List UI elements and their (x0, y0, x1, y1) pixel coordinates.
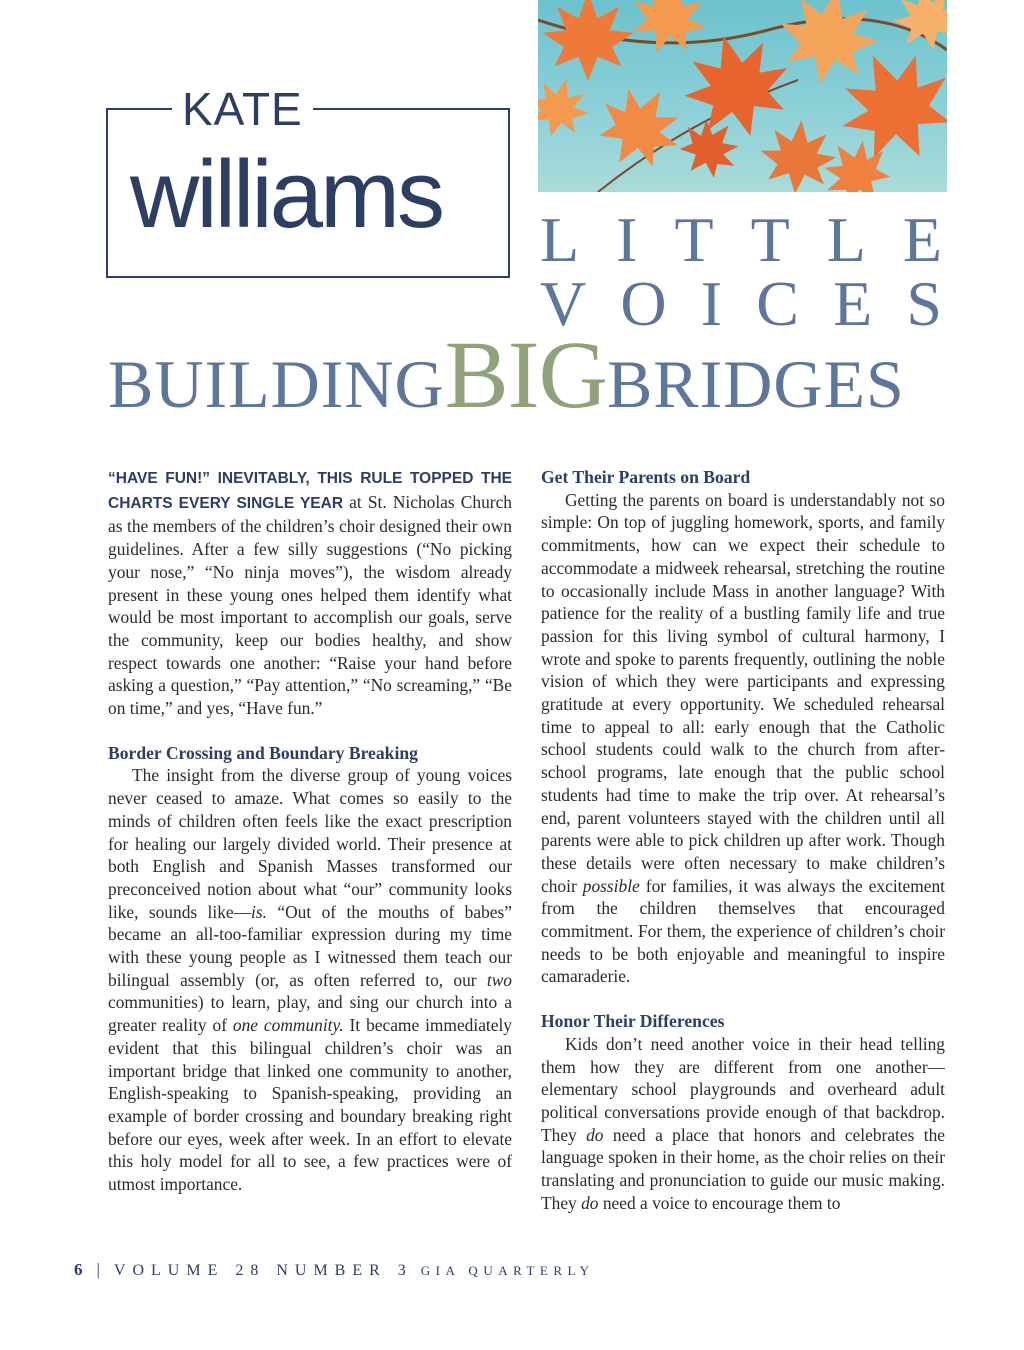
right-column (541, 466, 945, 1215)
body-text: It became immediately evident that this bilingual children’s choir was an important bridge that linked one community to another, English-speaking to Spanish-speaking, providing an example of border crossing and boundary breaking right before our eyes, week after week. In an effort to elevate this holy model for all to see, a few practices were of utmost importance. (108, 1015, 512, 1195)
body-text: The insight from the diverse group of young voices never ceased to amaze. What comes so easily to the minds of children often feels like the exact prescription for healing our largely divided world. Their presence at both English and Spanish Masses transformed our preconceived notion about what “our” community looks like, sounds like— (108, 765, 512, 922)
title-letter: S (906, 268, 942, 339)
volume-label: VOLUME 28 NUMBER 3 (113, 1262, 413, 1279)
intro-text: at St. Nicholas Church as the members of the children’s choir designed their own guidelines. After a few silly suggestions (“No picking your nose,” “No ninja moves”), the wisdom already present in these young ones helped them identify what would be most important to accomplish our goals, serve the community, keep our bodies healthy, and show respect towards one another: “Raise your hand before asking a question,” “Pay attention,” “No screaming,” “Be on time,” and yes, “Have fun.” (108, 491, 512, 719)
autumn-leaves-photo (538, 0, 947, 192)
page-footer (74, 1260, 595, 1280)
footer-separator: | (96, 1260, 100, 1279)
title-letter: L (540, 204, 580, 275)
body-text: “Out of the mouths of babes” became an all-too-familiar expression during my time with these young people as I witnessed them teach our bilingual assembly (or, as often referred to, our (108, 901, 512, 990)
body-paragraph (541, 1033, 945, 1215)
title-letter: E (902, 204, 942, 275)
emphasis: possible (582, 875, 640, 896)
section-heading: Border Crossing and Boundary Breaking (108, 742, 418, 763)
body-text: communities) to learn, play, and sing our church into a greater reality of (108, 992, 512, 1036)
emphasis: is. (251, 901, 267, 922)
title-letter: T (674, 204, 714, 275)
body-paragraph (541, 489, 945, 988)
subtitle-big: BIG (444, 321, 607, 428)
intro-paragraph (108, 466, 512, 720)
section-heading: Get Their Parents on Board (541, 467, 751, 487)
body-text: Getting the parents on board is understandably not so simple: On top of juggling homework, sports, and family commitments, how can we expect their schedule to accommodate a midweek rehearsal, stretching the routine to occasionally include Mass in another language? With patience for the reality of a bustling family life and true passion for this living symbol of cultural harmony, I wrote and spoke to parents frequently, outlining the noble vision of which they were participants and expressing gratitude at every opportunity. We scheduled rehearsal time to appeal to all: early enough that the Catholic school students could walk to the church from after-school programs, late enough that the public school students had time to make the trip over. At rehearsal’s end, parent volunteers stayed with the children until all parents were able to pick children up after work. Though these details were often necessary to make children’s choir (541, 489, 945, 896)
body-text: for families, it was always the excitement from the children themselves that encouraged commitment. For them, the experience of children’s choir needs to be both enjoyable and meaningful to inspire camaraderie. (541, 875, 945, 987)
body-text: need a place that honors and celebrates the language spoken in their home, as the choir relies on their translating and pronunciation to guide our music making. They (541, 1124, 945, 1213)
title-letter: V (540, 268, 587, 339)
author-first-name: KATE (172, 84, 313, 134)
page-number: 6 (74, 1260, 83, 1279)
title-letter: I (616, 204, 638, 275)
body-text: need a voice to encourage them to (598, 1192, 841, 1213)
title-letter: T (750, 204, 790, 275)
title-letter: O (620, 268, 667, 339)
emphasis: two (486, 969, 512, 990)
left-column (108, 466, 512, 1196)
subtitle (108, 321, 948, 453)
subtitle-building: BUILDING (108, 346, 445, 422)
body-text: Kids don’t need another voice in their head telling them how they are different from one another—elementary school playgrounds and overheard adult political conversations provide enough of that backdrop. They (541, 1033, 945, 1145)
title-letter: E (833, 268, 873, 339)
title-letter: C (756, 268, 799, 339)
body-paragraph (108, 764, 512, 1195)
section-heading: Honor Their Differences (541, 1011, 725, 1032)
subtitle-bridges: BRIDGES (606, 346, 905, 422)
emphasis: one community. (232, 1015, 344, 1036)
title-letter: I (700, 268, 723, 339)
publication-name: GIA QUARTERLY (420, 1263, 595, 1278)
title-line-1 (540, 204, 942, 275)
emphasis: do (581, 1192, 599, 1213)
lead-in: “HAVE FUN!” INEVITABLY, THIS RULE TOPPED THE CHARTS EVERY SINGLE YEAR (108, 470, 512, 512)
title-letter: L (826, 204, 866, 275)
author-last-name: williams (130, 141, 442, 248)
emphasis: do (586, 1124, 604, 1145)
